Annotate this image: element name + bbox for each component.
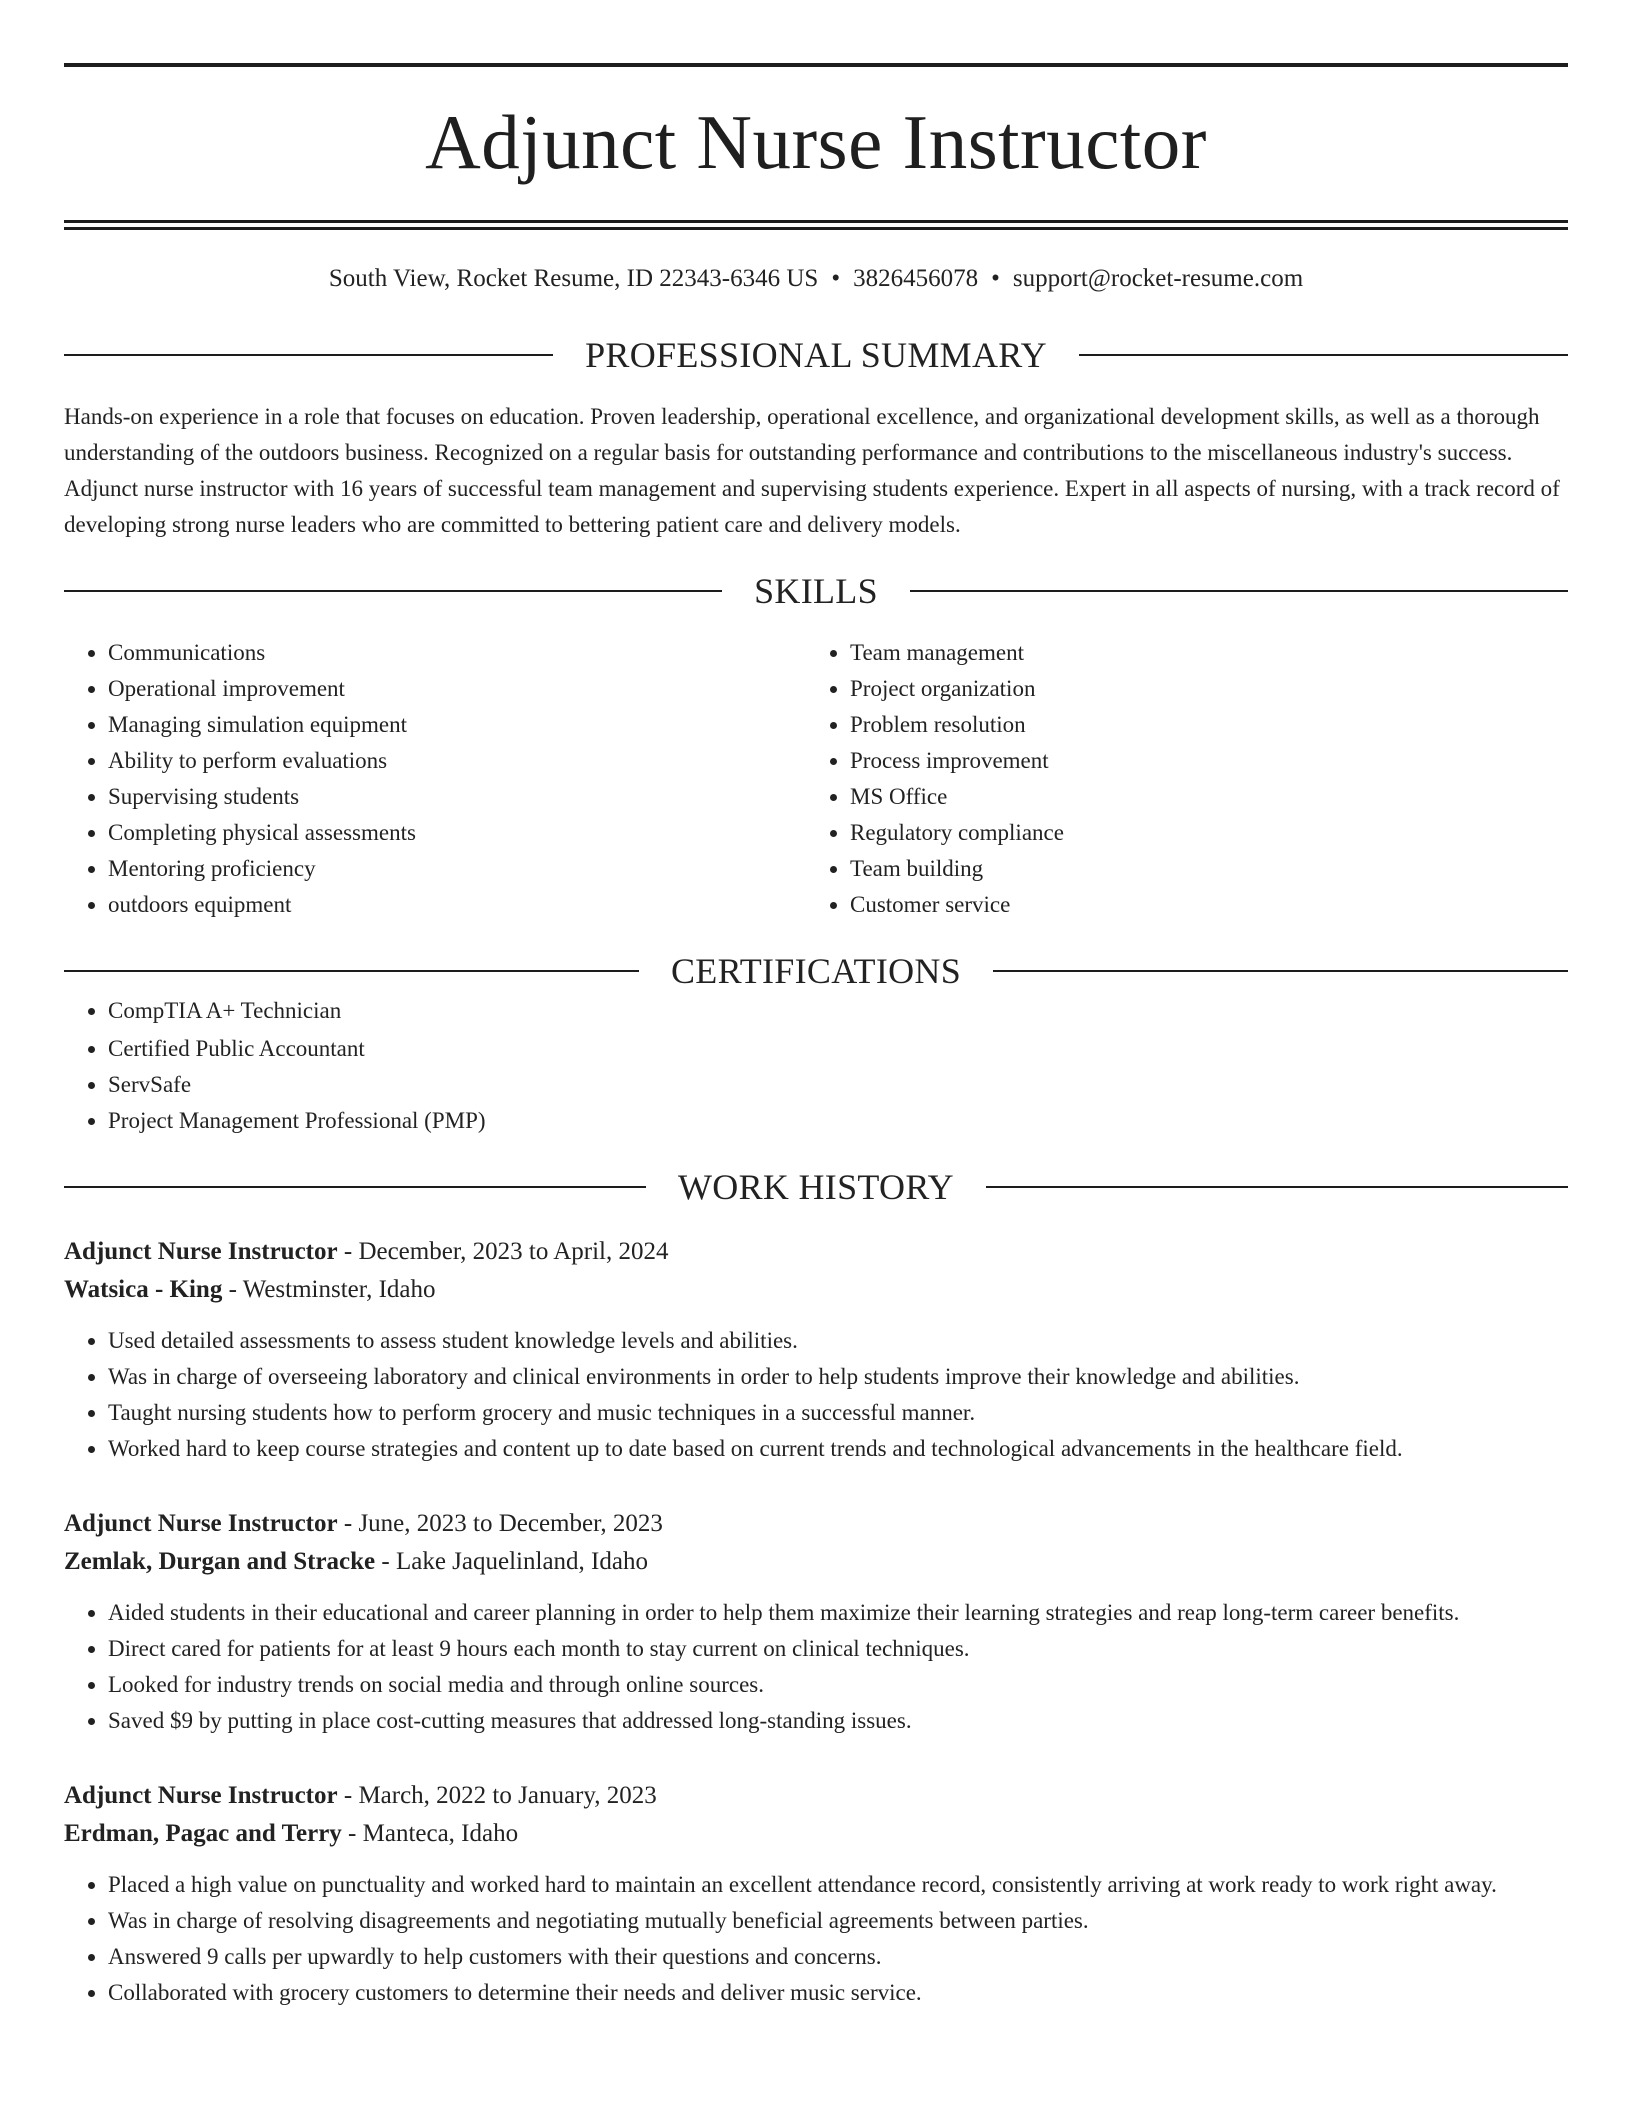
job-bullet: • Saved $9 by putting in place cost-cutting measures that addressed long-standing issues. <box>108 1703 1568 1739</box>
skill-item: • Regulatory compliance <box>850 815 1548 851</box>
section-heading-work-history <box>64 1165 1568 1209</box>
certification-item: • CompTIA A+ Technician <box>108 993 1568 1029</box>
heading-rule-left <box>64 354 553 356</box>
job-title: Adjunct Nurse Instructor <box>64 1238 338 1265</box>
work-history-list <box>64 1233 1568 2011</box>
job-bullets <box>64 1323 1568 1467</box>
contact-phone: 3826456078 <box>853 265 979 292</box>
top-rule <box>64 63 1568 67</box>
certification-item: • Certified Public Accountant <box>108 1031 1568 1067</box>
job-title-line: Adjunct Nurse Instructor - March, 2022 to January, 2023 <box>64 1782 657 1809</box>
job-company-line: Watsica - King - Westminster, Idaho <box>64 1276 436 1303</box>
skill-item: • outdoors equipment <box>108 887 806 923</box>
certifications-list <box>64 993 1568 1139</box>
skills-heading: SKILLS <box>754 571 878 611</box>
heading-rule-right <box>1079 354 1568 356</box>
job-dates: June, 2023 to December, 2023 <box>358 1510 663 1537</box>
skills-column-left <box>64 635 806 923</box>
job-bullet: • Placed a high value on punctuality and worked hard to maintain an excellent attendance record, consistently arriving at work ready to work right away. <box>108 1867 1568 1903</box>
job-bullet: • Was in charge of resolving disagreements and negotiating mutually beneficial agreements between parties. <box>108 1903 1568 1939</box>
title-double-rule <box>64 220 1568 230</box>
skills-list-left <box>64 635 806 923</box>
heading-rule-left <box>64 590 722 592</box>
job-title-line: Adjunct Nurse Instructor - June, 2023 to December, 2023 <box>64 1510 663 1537</box>
job-location: Manteca, Idaho <box>362 1820 519 1847</box>
skill-item: • Process improvement <box>850 743 1548 779</box>
job-location: Lake Jaquelinland, Idaho <box>395 1548 648 1575</box>
job-company: Erdman, Pagac and Terry <box>64 1820 342 1847</box>
contact-email: support@rocket-resume.com <box>1012 265 1304 292</box>
skill-item: • MS Office <box>850 779 1548 815</box>
job-bullet: • Was in charge of overseeing laboratory and clinical environments in order to help students improve their knowledge and abilities. <box>108 1359 1568 1395</box>
work-history-heading: WORK HISTORY <box>678 1167 954 1207</box>
skills-column-right <box>806 635 1548 923</box>
job-bullet: • Looked for industry trends on social media and through online sources. <box>108 1667 1568 1703</box>
heading-rule-right <box>910 590 1568 592</box>
job-bullet: • Used detailed assessments to assess student knowledge levels and abilities. <box>108 1323 1568 1359</box>
job-company-line: Zemlak, Durgan and Stracke - Lake Jaquelinland, Idaho <box>64 1548 648 1575</box>
job-bullet: • Aided students in their educational and career planning in order to help them maximize their learning strategies and reap long-term career benefits. <box>108 1595 1568 1631</box>
job-bullet: • Taught nursing students how to perform grocery and music techniques in a successful manner. <box>108 1395 1568 1431</box>
summary-heading: PROFESSIONAL SUMMARY <box>585 335 1047 375</box>
job-entry <box>64 1233 1568 1467</box>
certification-item: • Project Management Professional (PMP) <box>108 1103 1568 1139</box>
certifications-heading: CERTIFICATIONS <box>670 951 962 991</box>
job-bullet: • Direct cared for patients for at least 9 hours each month to stay current on clinical techniques. <box>108 1631 1568 1667</box>
job-company: Zemlak, Durgan and Stracke <box>64 1548 376 1575</box>
contact-separator: • <box>991 265 1000 292</box>
job-title: Adjunct Nurse Instructor <box>64 1510 338 1537</box>
heading-rule-right <box>993 970 1568 972</box>
section-heading-certifications <box>64 949 1568 993</box>
skill-item: • Managing simulation equipment <box>108 707 806 743</box>
job-bullets <box>64 1867 1568 2011</box>
skills-grid <box>64 635 1568 923</box>
job-bullet: • Collaborated with grocery customers to determine their needs and deliver music service. <box>108 1975 1568 2011</box>
job-location: Westminster, Idaho <box>242 1276 436 1303</box>
skill-item: • Team management <box>850 635 1548 671</box>
skill-item: • Completing physical assessments <box>108 815 806 851</box>
skill-item: • Mentoring proficiency <box>108 851 806 887</box>
certification-item: • ServSafe <box>108 1067 1568 1103</box>
job-entry <box>64 1777 1568 2011</box>
job-title: Adjunct Nurse Instructor <box>64 1782 338 1809</box>
job-company-line: Erdman, Pagac and Terry - Manteca, Idaho <box>64 1820 519 1847</box>
resume-title: Adjunct Nurse Instructor <box>425 99 1207 185</box>
job-bullet: • Worked hard to keep course strategies and content up to date based on current trends and technological advancements in the healthcare field. <box>108 1431 1568 1467</box>
skill-item: • Problem resolution <box>850 707 1548 743</box>
job-bullets <box>64 1595 1568 1739</box>
job-dates: December, 2023 to April, 2024 <box>358 1238 669 1265</box>
contact-separator: • <box>831 265 841 292</box>
skill-item: • Operational improvement <box>108 671 806 707</box>
job-company: Watsica - King <box>64 1276 223 1303</box>
skill-item: • Supervising students <box>108 779 806 815</box>
section-heading-skills <box>64 569 1568 613</box>
job-dates: March, 2022 to January, 2023 <box>358 1782 657 1809</box>
skills-list-right <box>806 635 1548 923</box>
summary-text: Hands-on experience in a role that focuses on education. Proven leadership, operational excellence, and organizational development skills, as well as a thorough understanding of the outdoors business. Recognized on a regular basis for outstanding performance and contributions to the miscellaneous industry's success. Adjunct nurse instructor with 16 years of successful team management and supervising students experience. Expert in all aspects of nursing, with a track record of developing strong nurse leaders who are committed to bettering patient care and delivery models. <box>64 404 1560 537</box>
skill-item: • Communications <box>108 635 806 671</box>
heading-rule-right <box>986 1186 1568 1188</box>
section-heading-summary <box>64 333 1568 377</box>
heading-rule-left <box>64 970 639 972</box>
contact-line <box>64 263 1568 295</box>
skill-item: • Customer service <box>850 887 1548 923</box>
heading-rule-left <box>64 1186 646 1188</box>
job-title-line: Adjunct Nurse Instructor - December, 2023 to April, 2024 <box>64 1238 669 1265</box>
contact-address: South View, Rocket Resume, ID 22343-6346 US <box>328 265 819 292</box>
resume-page <box>64 0 1568 2011</box>
skill-item: • Team building <box>850 851 1548 887</box>
skill-item: • Ability to perform evaluations <box>108 743 806 779</box>
job-entry <box>64 1505 1568 1739</box>
skill-item: • Project organization <box>850 671 1548 707</box>
job-bullet: • Answered 9 calls per upwardly to help customers with their questions and concerns. <box>108 1939 1568 1975</box>
